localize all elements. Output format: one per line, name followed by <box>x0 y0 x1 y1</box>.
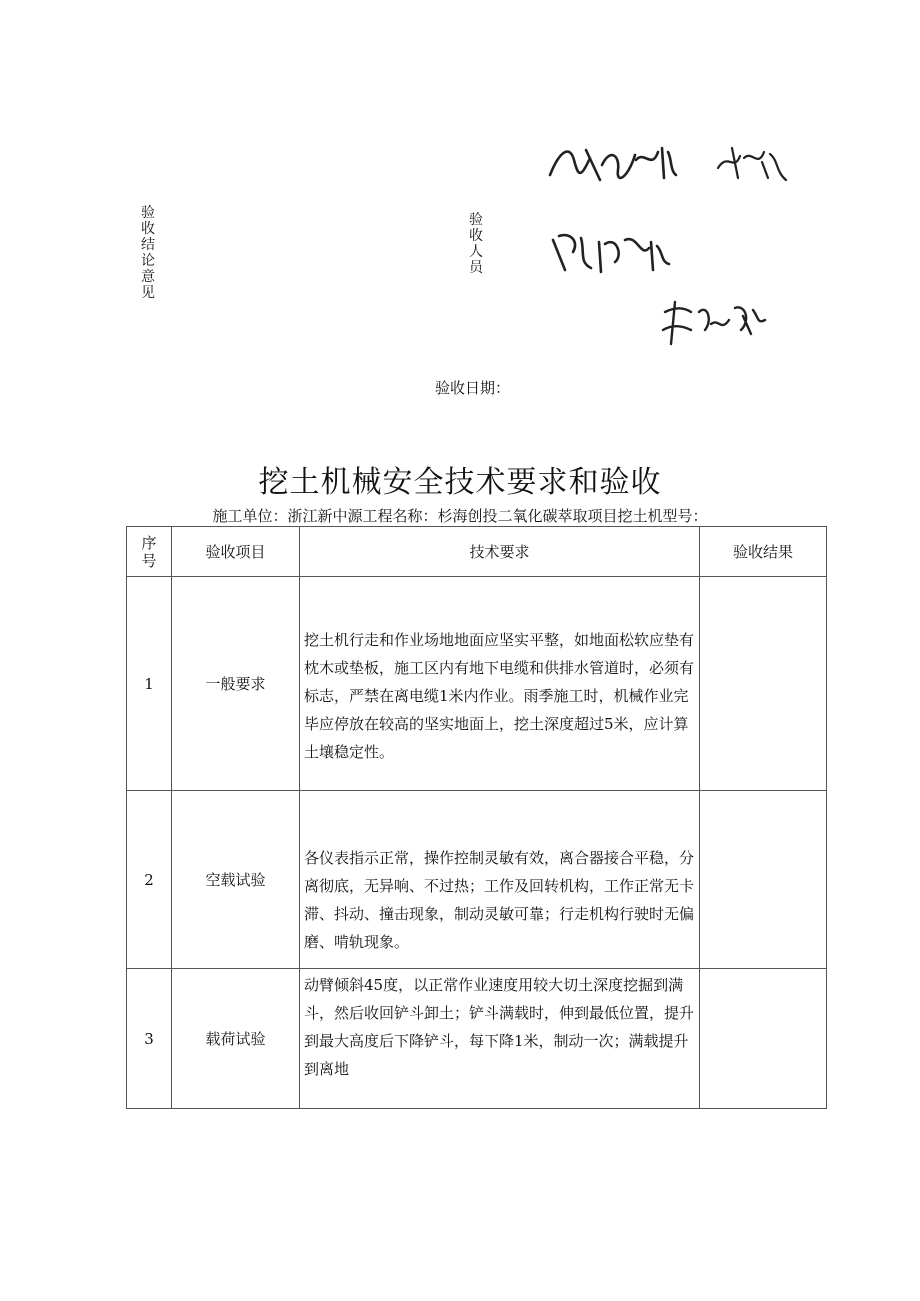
document-subtitle: 施工单位：浙江新中源工程名称：杉海创投二氧化碳萃取项目挖土机型号： <box>212 507 708 525</box>
table-header-row <box>127 527 827 577</box>
row-result <box>700 969 827 1109</box>
acceptance-conclusion-label: 验收结论意见 <box>141 205 155 301</box>
header-result: 验收结果 <box>700 527 827 577</box>
row-number: 2 <box>127 791 172 969</box>
acceptance-date-label: 验收日期： <box>435 379 511 397</box>
row-item: 载荷试验 <box>172 969 300 1109</box>
signature-2 <box>712 138 792 188</box>
table-row <box>127 969 827 1109</box>
acceptance-personnel-label: 验收人员 <box>469 212 483 276</box>
table-row <box>127 577 827 791</box>
row-item: 一般要求 <box>172 577 300 791</box>
header-requirement: 技术要求 <box>300 527 700 577</box>
header-item: 验收项目 <box>172 527 300 577</box>
row-result <box>700 577 827 791</box>
row-requirement: 动臂倾斜45度，以正常作业速度用较大切土深度挖掘到满斗，然后收回铲斗卸土；铲斗满载时，伸到最低位置，提升到最大高度后下降铲斗，每下降1米，制动一次；满载提升到离地 <box>300 969 700 1109</box>
document-title: 挖土机械安全技术要求和验收 <box>258 465 662 500</box>
row-requirement: 挖土机行走和作业场地地面应坚实平整，如地面松软应垫有枕木或垫板，施工区内有地下电缆和供排水管道时，必须有标志，严禁在离电缆1米内作业。雨季施工时，机械作业完毕应停放在较高的坚实地面上，挖土深度超过5米，应计算土壤稳定性。 <box>300 577 700 791</box>
signature-4 <box>655 290 770 350</box>
row-item: 空载试验 <box>172 791 300 969</box>
row-number: 3 <box>127 969 172 1109</box>
signature-3 <box>545 222 675 282</box>
signature-1 <box>540 130 680 190</box>
acceptance-table <box>126 526 827 1109</box>
row-result <box>700 791 827 969</box>
row-requirement: 各仪表指示正常，操作控制灵敏有效，离合器接合平稳，分离彻底，无异响、不过热；工作及回转机构，工作正常无卡滞、抖动、撞击现象，制动灵敏可靠；行走机构行驶时无偏磨、啃轨现象。 <box>300 791 700 969</box>
header-number: 序号 <box>127 527 172 577</box>
row-number: 1 <box>127 577 172 791</box>
table-row <box>127 791 827 969</box>
